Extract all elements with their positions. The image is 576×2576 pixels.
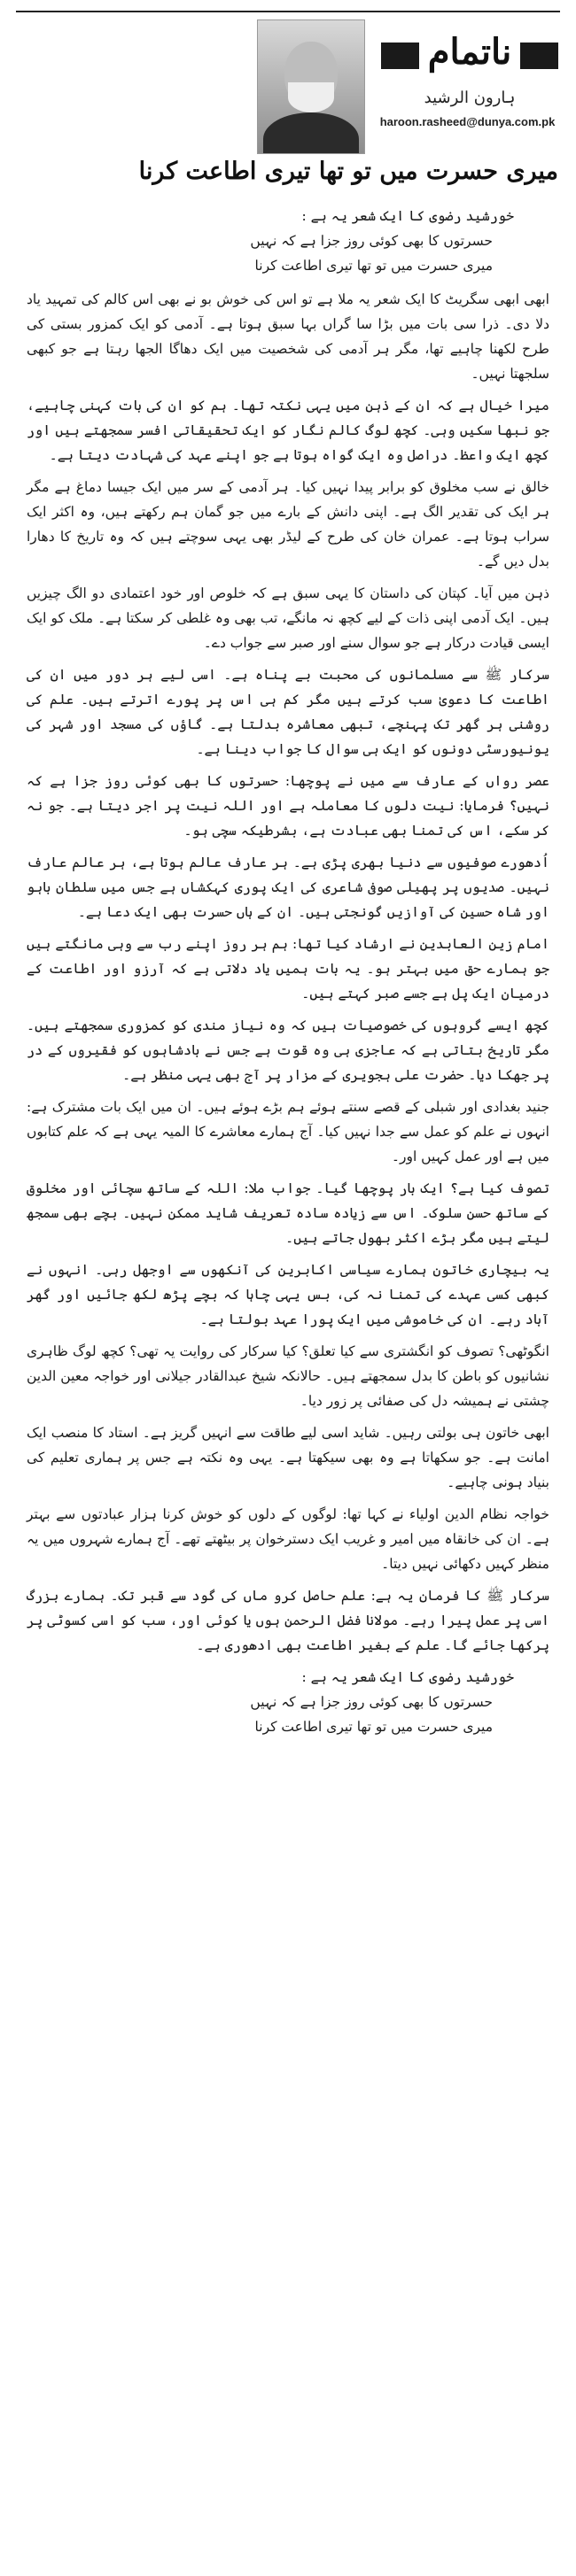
paragraph: عصر رواں کے عارف سے میں نے پوچھا: حسرتوں کا بھی کوئی روز جزا ہے کہ نہیں؟ فرمایا: نیت دلوں کا معاملہ ہے اور اللہ نیت پر اجر دیتا ہے۔ جو نہ کر سکے، اس کی تمنا بھی عبادت ہے، بشرطیکہ سچی ہو۔ xyxy=(27,773,549,839)
portrait-shoulders xyxy=(263,112,359,154)
opening-couplet xyxy=(27,204,514,278)
author-name: ہارون الرشید xyxy=(424,89,516,107)
couplet-line-2: میری حسرت میں تو تھا تیری اطاعت کرنا xyxy=(254,258,493,274)
article-body xyxy=(27,202,549,1748)
paragraph: جنید بغدادی اور شبلی کے قصے سنتے ہوئے ہم بڑے ہوئے ہیں۔ ان میں ایک بات مشترک ہے: انہوں نے علم کو عمل سے جدا نہیں کیا۔ آج ہمارے معاشرے کا المیہ یہی ہے کہ علم کتابوں میں ہے اور عمل کہیں اور۔ xyxy=(27,1099,549,1164)
paragraph: انگوٹھی؟ تصوف کو انگشتری سے کیا تعلق؟ کیا سرکار کی روایت یہ تھی؟ کچھ لوگ ظاہری نشانیوں کو باطن کا بدل سمجھتے ہیں۔ حالانکہ شیخ عبدالقادر جیلانی اور خواجہ معین الدین چشتی نے ہمیشہ دل کی صفائی پر زور دیا۔ xyxy=(27,1343,549,1409)
article-headline: میری حسرت میں تو تھا تیری اطاعت کرنا xyxy=(138,158,558,185)
couplet-line-1: حسرتوں کا بھی کوئی روز جزا ہے کہ نہیں xyxy=(250,1694,493,1710)
paragraph: خواجہ نظام الدین اولیاء نے کہا تھا: لوگوں کے دلوں کو خوش کرنا ہزار عبادتوں سے بہتر ہے۔ ان کی خانقاہ میں امیر و غریب ایک دسترخوان پر بیٹھتے تھے۔ آج ہمارے شہروں میں یہ منظر کہیں دکھائی نہیں دیتا۔ xyxy=(27,1506,549,1572)
paragraph: امام زین العابدین نے ارشاد کیا تھا: ہم ہر روز اپنے رب سے وہی مانگتے ہیں جو ہمارے حق میں بہتر ہو۔ یہ بات ہمیں یاد دلاتی ہے کہ آرزو اور اطاعت کے درمیان ایک پل ہے جسے صبر کہتے ہیں۔ xyxy=(27,936,549,1002)
paragraph: ابھی ابھی سگریٹ کا ایک شعر یہ ملا ہے تو اس کی خوش بو نے بھی اس کالم کی تمہید یاد دلا دی۔ ذرا سی بات میں بڑا سا گراں بہا سبق ہوتا ہے۔ آدمی کو ایک کمزور بستی کی طرح لکھنا چاہیے تھا، مگر ہر آدمی کی شخصیت میں ایک دھاگا الجھا رہتا ہے جو کبھی سلجھتا نہیں۔ xyxy=(27,291,549,382)
author-portrait xyxy=(257,19,365,154)
couplet-intro: خورشید رضوی کا ایک شعر یہ ہے : xyxy=(301,208,514,224)
paragraph: کچھ ایسے گروہوں کی خصوصیات ہیں کہ وہ نیاز مندی کو کمزوری سمجھتے ہیں۔ مگر تاریخ بتاتی ہے کہ عاجزی ہی وہ قوت ہے جس نے بادشاہوں کو فقیروں کے در پر جھکا دیا۔ حضرت علی ہجویری کے مزار پر آج بھی یہی منظر ہے۔ xyxy=(27,1017,549,1083)
couplet-line-2: میری حسرت میں تو تھا تیری اطاعت کرنا xyxy=(254,1719,493,1735)
column-name: ناتمام xyxy=(419,31,521,73)
paragraph: یہ بیچاری خاتون ہمارے سیاسی اکابرین کی آنکھوں سے اوجھل رہی۔ انہوں نے کبھی کسی عہدے کی تمنا نہ کی، بس یہی چاہا کہ بچے پڑھ لکھ جائیں اور گھر آباد رہے۔ ان کی خاموشی میں ایک پورا عہد بولتا ہے۔ xyxy=(27,1262,549,1327)
paragraph: میرا خیال ہے کہ ان کے ذہن میں یہی نکتہ تھا۔ ہم کو ان کی بات کہنی چاہیے، جو نبھا سکیں وہی۔ کچھ لوگ کالم نگار کو ایک تحقیقاتی افسر سمجھتے ہیں اور کچھ ایک واعظ۔ دراصل وہ ایک گواہ ہوتا ہے جو اپنے عہد کی شہادت دیتا ہے۔ xyxy=(27,398,549,463)
couplet-intro: خورشید رضوی کا ایک شعر یہ ہے : xyxy=(301,1669,514,1685)
closing-couplet xyxy=(27,1665,514,1739)
paragraph: ذہن میں آیا۔ کپتان کی داستان کا یہی سبق ہے کہ خلوص اور خود اعتمادی دو الگ چیزیں ہیں۔ ایک آدمی اپنی ذات کے لیے کچھ نہ مانگے، تب بھی وہ غلطی کر سکتا ہے۔ ملک کو ایک ایسی قیادت درکار ہے جو سوال سنے اور صبر سے جواب دے۔ xyxy=(27,585,549,651)
paragraph: سرکار ﷺ کا فرمان یہ ہے: علم حاصل کرو ماں کی گود سے قبر تک۔ ہمارے بزرگ اسی پر عمل پیرا رہے۔ مولانا فضل الرحمن ہوں یا کوئی اور، سب کو اسی کسوٹی پر پرکھا جائے گا۔ علم کے بغیر اطاعت بھی ادھوری ہے۔ xyxy=(27,1588,549,1653)
paragraph: اُدھورے صوفیوں سے دنیا بھری پڑی ہے۔ ہر عارف عالم ہوتا ہے، ہر عالم عارف نہیں۔ صدیوں پر پھیلی صوفی شاعری کی ایک پوری کہکشاں ہے جس میں سلطان باہو اور شاہ حسین کی آوازیں گونجتی ہیں۔ ان کے ہاں حسرت بھی ایک دعا ہے۔ xyxy=(27,855,549,920)
paragraph: ابھی خاتون ہی بولتی رہیں۔ شاید اسی لیے طاقت سے انہیں گریز ہے۔ استاد کا منصب ایک امانت ہے۔ جو سکھاتا ہے وہ بھی سیکھتا ہے۔ یہی وہ نکتہ ہے جس پر ہماری تعلیم کی بنیاد ہونی چاہیے۔ xyxy=(27,1425,549,1490)
paragraph: تصوف کیا ہے؟ ایک بار پوچھا گیا۔ جواب ملا: اللہ کے ساتھ سچائی اور مخلوق کے ساتھ حسن سلوک۔ اس سے زیادہ سادہ تعریف شاید ممکن نہیں۔ بچے بھی سمجھ لیتے ہیں مگر بڑے اکثر بھول جاتے ہیں۔ xyxy=(27,1180,549,1246)
couplet-line-1: حسرتوں کا بھی کوئی روز جزا ہے کہ نہیں xyxy=(250,233,493,249)
column-masthead xyxy=(381,16,558,87)
paragraph: سرکار ﷺ سے مسلمانوں کی محبت بے پناہ ہے۔ اسی لیے ہر دور میں ان کی اطاعت کا دعویٰ سب کرتے ہیں مگر کم ہی اس پر پورے اترتے ہیں۔ علم کی روشنی ہر گھر تک پہنچے، تبھی معاشرہ بدلتا ہے۔ گاؤں کی مسجد اور شہر کی یونیورسٹی دونوں کو ایک ہی سوال کا جواب دینا ہے۔ xyxy=(27,667,549,757)
paragraph: خالق نے سب مخلوق کو برابر پیدا نہیں کیا۔ ہر آدمی کے سر میں ایک جیسا دماغ ہے مگر ہر ایک کی تقدیر الگ ہے۔ اپنی دانش کے بارے میں جو گمان ہم رکھتے ہیں، وہ اکثر ایک سراب ہوتا ہے۔ عمران خان کی طرح کے لیڈر بھی یہی سوچتے ہیں کہ وہ تاریخ کا دھارا بدل دیں گے۔ xyxy=(27,479,549,569)
top-rule xyxy=(16,11,560,12)
portrait-beard xyxy=(288,82,334,112)
column-header xyxy=(0,0,576,199)
author-email: haroon.rasheed@dunya.com.pk xyxy=(379,115,556,128)
